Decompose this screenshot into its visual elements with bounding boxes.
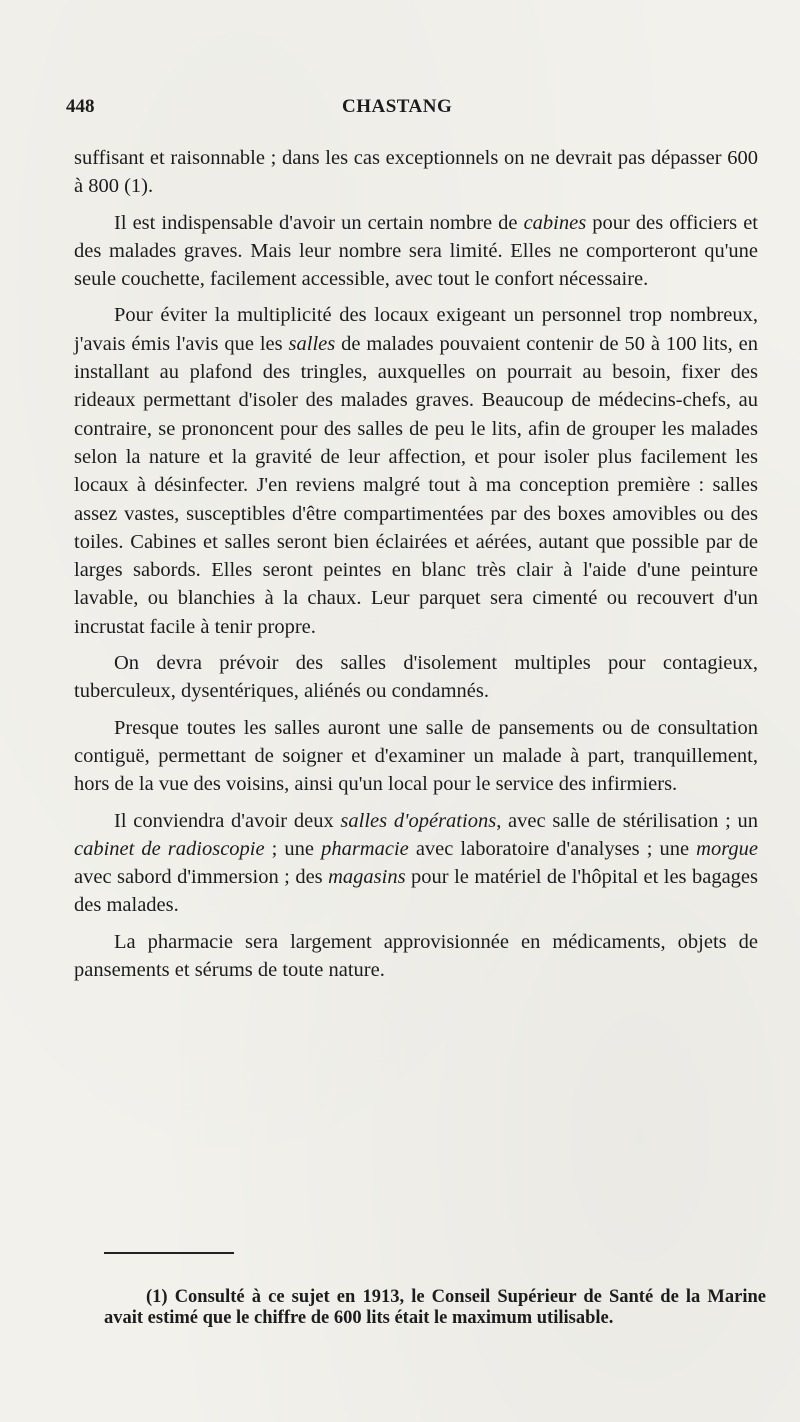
paragraph-isolement: On devra prévoir des salles d'isolement multiples pour contagieux, tuberculeux, dysentériques, aliénés ou condamnés. (74, 652, 758, 703)
paragraph-continuation: suffisant et raisonnable ; dans les cas exceptionnels on ne devrait pas dépasser 600 à 800 (1). (74, 147, 758, 198)
page-number: 448 (66, 96, 95, 117)
term-pharmacie: pharmacie (321, 837, 409, 860)
paragraph-operations: Il conviendra d'avoir deux salles d'opérations, avec salle de stérilisation ; un cabinet de radioscopie ; une pharmacie avec laboratoire d'analyses ; une morgue avec sabord d'immersion ; des magasins pour le matériel de l'hôpital et les bagages des malades. (74, 809, 759, 917)
footnote-divider (104, 1252, 234, 1254)
running-title: CHASTANG (342, 96, 453, 117)
term-cabinet-radioscopie: cabinet de radioscopie (74, 837, 265, 860)
paragraph-salles: Pour éviter la multiplicité des locaux exigeant un personnel trop nombreux, j'avais émis l'avis que les salles de malades pouvaient contenir de 50 à 100 lits, en installant au plafond des tringles, auxquelles on pourrait au besoin, fixer des rideaux permettant d'isoler des malades graves. Beaucoup de médecins-chefs, au contraire, se prononcent pour des salles de peu le lits, afin de grouper les malades selon la nature et la gravité de leur affection, et pour isoler plus facilement les locaux à désinfecter. J'en reviens malgré tout à ma conception première : salles assez vastes, susceptibles d'être compartimentées par des boxes amovibles ou des toiles. Cabines et salles seront bien éclairées et aérées, autant que possible par de larges sabords. Elles seront peintes en blanc très clair à l'aide d'une peinture lavable, ou blanchies à la chaux. Leur parquet sera cimenté ou recouvert d'un incrustat facile à tenir propre. (74, 304, 758, 638)
body-text (74, 144, 758, 984)
term-magasins: magasins (328, 866, 406, 889)
page-header (66, 96, 756, 124)
term-salles-operations: salles d'opérations (340, 809, 497, 832)
footnote: (1) Consulté à ce sujet en 1913, le Conseil Supérieur de Santé de la Marine avait estimé que le chiffre de 600 lits était le maximum utilisable. (104, 1286, 766, 1328)
term-salles: salles (288, 332, 336, 355)
paragraph-pharmacie: La pharmacie sera largement approvisionnée en médicaments, objets de pansements et sérums de toute nature. (74, 930, 758, 982)
term-morgue: morgue (696, 837, 759, 860)
paragraph-pansements: Presque toutes les salles auront une salle de pansements ou de consultation contiguë, permettant de soigner et d'examiner un malade à part, tranquillement, hors de la vue des voisins, ainsi qu'un local pour le service des infirmiers. (74, 716, 758, 796)
paragraph-cabines: Il est indispensable d'avoir un certain nombre de cabines pour des officiers et des malades graves. Mais leur nombre sera limité. Elles ne comporteront qu'une seule couchette, facilement accessible, avec tout le confort nécessaire. (74, 211, 758, 291)
term-cabines: cabines (523, 211, 587, 234)
